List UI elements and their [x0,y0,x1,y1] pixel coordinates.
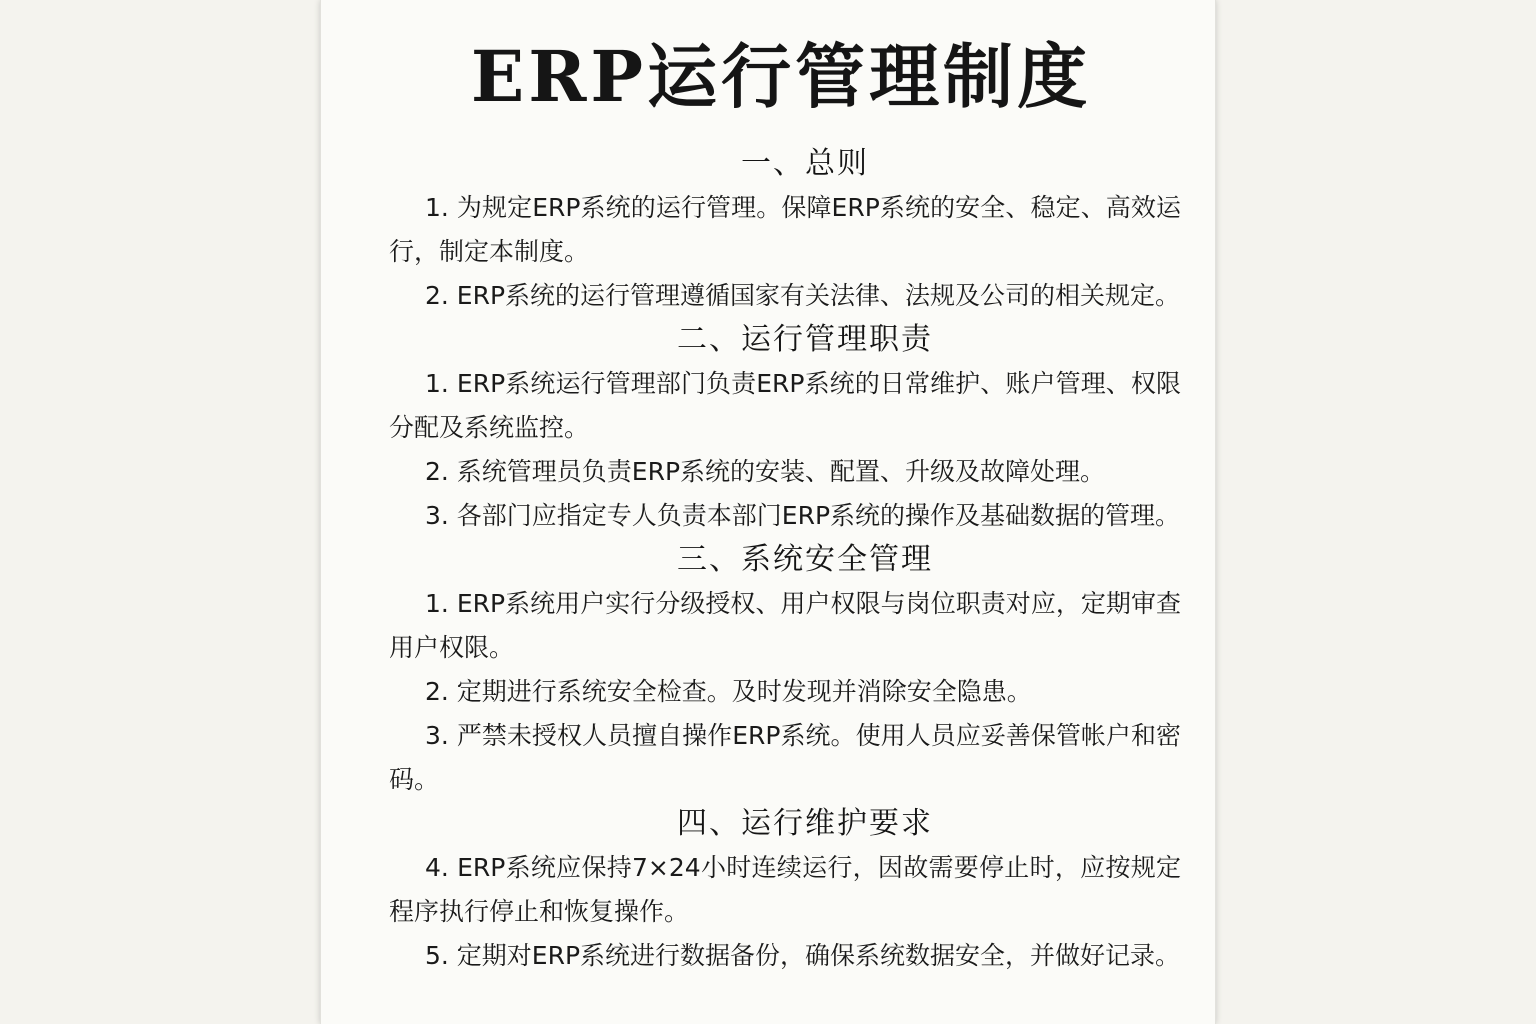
section-heading-maintenance: 四、运行维护要求 [677,806,933,841]
document-page [320,0,1216,1024]
paragraph: 1. ERP系统用户实行分级授权、用户权限与岗位职责对应，定期审查用户权限。 [389,589,1181,662]
paragraph: 4. ERP系统应保持7×24小时连续运行，因故需要停止时，应按规定程序执行停止和恢复操作。 [389,853,1181,926]
paragraph: 2. 定期进行系统安全检查。及时发现并消除安全隐患。 [425,677,1032,706]
document-title: ERP运行管理制度 [470,35,1092,118]
paragraph: 5. 定期对ERP系统进行数据备份，确保系统数据安全，并做好记录。 [425,941,1181,970]
section-heading-security: 三、系统安全管理 [677,542,933,577]
paragraph: 3. 严禁未授权人员擅自操作ERP系统。使用人员应妥善保管帐户和密码。 [389,721,1181,794]
paragraph: 2. 系统管理员负责ERP系统的安装、配置、升级及故障处理。 [425,457,1106,486]
paragraph: 1. 为规定ERP系统的运行管理。保障ERP系统的安全、稳定、高效运行，制定本制度。 [389,193,1181,266]
paragraph: 2. ERP系统的运行管理遵循国家有关法律、法规及公司的相关规定。 [425,281,1181,310]
document-body [389,142,1181,978]
paragraph: 3. 各部门应指定专人负责本部门ERP系统的操作及基础数据的管理。 [425,501,1181,530]
paragraph: 1. ERP系统运行管理部门负责ERP系统的日常维护、账户管理、权限分配及系统监控。 [389,369,1181,442]
section-heading-general: 一、总则 [741,146,869,181]
section-heading-responsibilities: 二、运行管理职责 [677,322,933,357]
